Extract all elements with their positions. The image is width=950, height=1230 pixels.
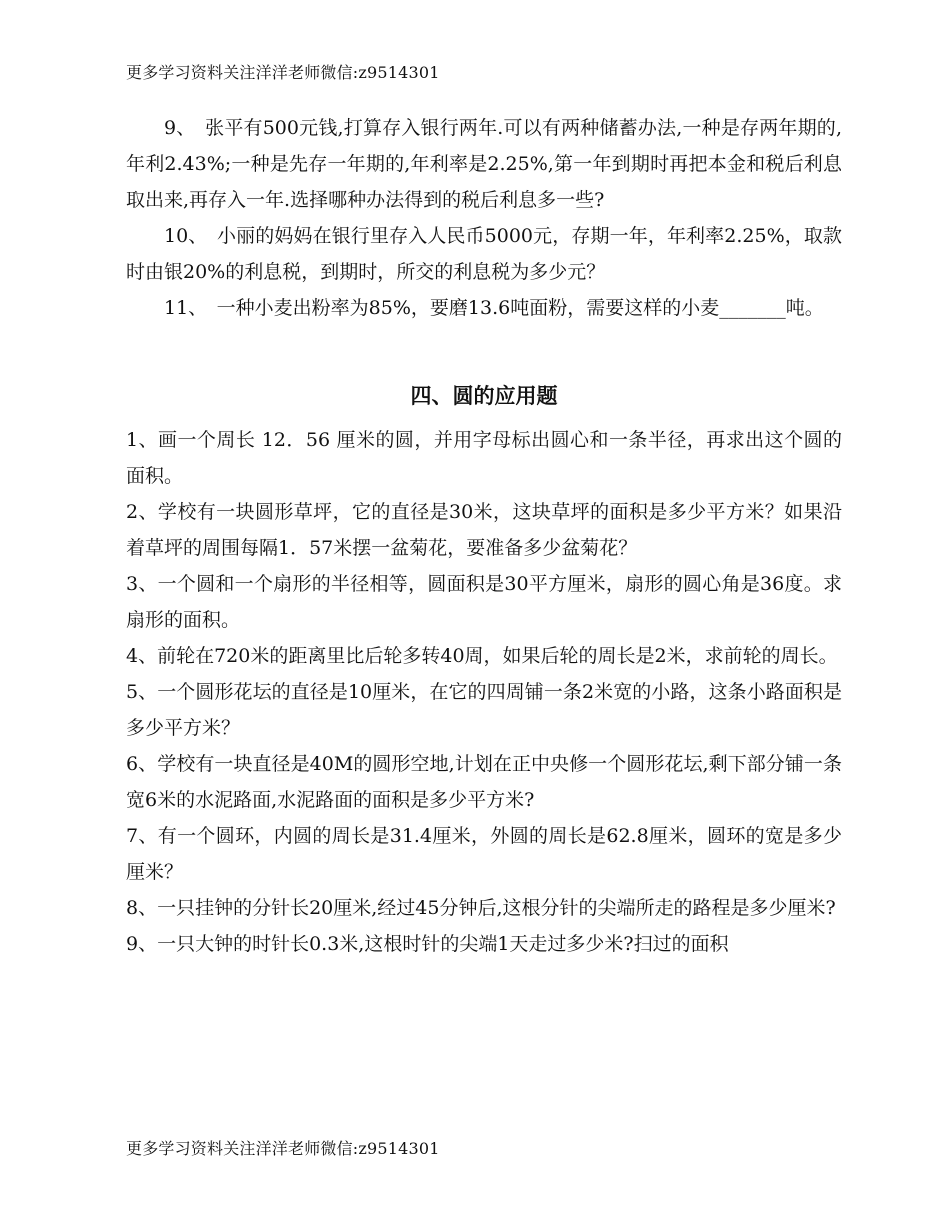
circle-question-list bbox=[126, 422, 842, 962]
circle-question-2: 2、学校有一块圆形草坪，它的直径是30米，这块草坪的面积是多少平方米？如果沿着草坪的周围每隔1．57米摆一盆菊花，要准备多少盆菊花？ bbox=[126, 501, 842, 559]
page-footer: 更多学习资料关注洋洋老师微信:z9514301 bbox=[126, 1139, 440, 1158]
circle-question-6: 6、学校有一块直径是40M的圆形空地,计划在正中央修一个圆形花坛,剩下部分铺一条宽6米的水泥路面,水泥路面的面积是多少平方米? bbox=[126, 753, 842, 811]
question-10-interest-tax: 10、 小丽的妈妈在银行里存入人民币5000元，存期一年，年利率2.25%，取款时由银20%的利息税，到期时，所交的利息税为多少元？ bbox=[126, 225, 842, 283]
document-body bbox=[126, 110, 842, 962]
page-header: 更多学习资料关注洋洋老师微信:z9514301 bbox=[126, 63, 440, 82]
circle-question-4: 4、前轮在720米的距离里比后轮多转40周，如果后轮的周长是2米，求前轮的周长。 bbox=[126, 645, 838, 667]
circle-question-7: 7、有一个圆环，内圆的周长是31.4厘米，外圆的周长是62.8厘米，圆环的宽是多少厘米？ bbox=[126, 825, 842, 883]
circle-question-3: 3、一个圆和一个扇形的半径相等，圆面积是30平方厘米，扇形的圆心角是36度。求扇形的面积。 bbox=[126, 573, 842, 631]
question-11-flour-rate: 11、 一种小麦出粉率为85%，要磨13.6吨面粉，需要这样的小麦_______吨。 bbox=[164, 297, 824, 319]
circle-question-9: 9、一只大钟的时针长0.3米,这根时针的尖端1天走过多少米?扫过的面积 bbox=[126, 933, 729, 955]
question-9-savings: 9、 张平有500元钱,打算存入银行两年.可以有两种储蓄办法,一种是存两年期的,年利2.43%;一种是先存一年期的,年利率是2.25%,第一年到期时再把本金和税后利息取出来,再存入一年.选择哪种办法得到的税后利息多一些? bbox=[126, 117, 842, 211]
circle-question-1: 1、画一个周长 12．56 厘米的圆，并用字母标出圆心和一条半径，再求出这个圆的面积。 bbox=[126, 429, 842, 487]
section-title-circle-problems: 四、圆的应用题 bbox=[410, 383, 558, 408]
circle-question-5: 5、一个圆形花坛的直径是10厘米，在它的四周铺一条2米宽的小路，这条小路面积是多少平方米？ bbox=[126, 681, 842, 739]
circle-question-8: 8、一只挂钟的分针长20厘米,经过45分钟后,这根分针的尖端所走的路程是多少厘米? bbox=[126, 897, 836, 919]
